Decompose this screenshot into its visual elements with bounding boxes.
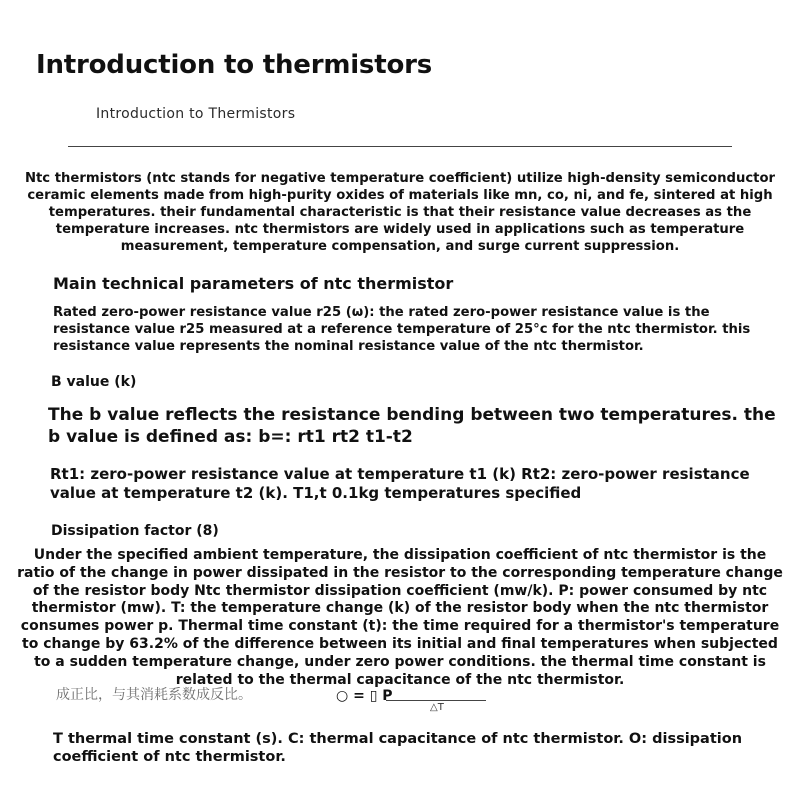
rt-definitions-paragraph: Rt1: zero-power resistance value at temperature t1 (k) Rt2: zero-power resistance value at temperature t2 (k). T1,t 0.1kg temperatures specified [50,465,750,502]
main-params-heading: Main technical parameters of ntc thermistor [53,274,454,293]
page-title: Introduction to thermistors [36,50,433,80]
formula-fraction-line [386,700,486,701]
r25-paragraph: Rated zero-power resistance value r25 (ω): the rated zero-power resistance value is the resistance value r25 measured at a reference temperature of 25°c for the ntc thermistor. this resistance value represents the nominal resistance value of the ntc thermistor. [53,305,751,354]
time-constant-paragraph: T thermal time constant (s). C: thermal capacitance of ntc thermistor. O: dissipation coefficient of ntc thermistor. [53,731,743,765]
chinese-text-fragment: 成正比，与其消耗系数成反比。 [56,687,252,703]
formula-block [56,684,496,718]
dissipation-heading: Dissipation factor (8) [51,523,219,539]
bvalue-paragraph: The b value reflects the resistance bending between two temperatures. the b value is defined as: b=: rt1 rt2 t1-t2 [48,405,776,447]
bvalue-heading: B value (k) [51,374,137,390]
page-subtitle: Introduction to Thermistors [96,106,296,122]
formula-numerator: ○ = ▯ P [336,688,393,704]
intro-paragraph: Ntc thermistors (ntc stands for negative temperature coefficient) utilize high-density semiconductor ceramic elements made from high-purity oxides of materials like mn, co, ni, and fe, sintered at high temperatures. their fundamental characteristic is that their resistance value decreases as the temperature increases. ntc thermistors are widely used in applications such as temperature measurement, temperature compensation, and surge current suppression. [24,171,776,254]
dissipation-paragraph: Under the specified ambient temperature, the dissipation coefficient of ntc thermistor is the ratio of the change in power dissipated in the resistor to the corresponding temperature change of the resistor body Ntc thermistor dissipation coefficient (mw/k). P: power consumed by ntc thermistor (mw). T: the temperature change (k) of the resistor body when the ntc thermistor consumes power p. Thermal time constant (t): the time required for a thermistor's temperature to change by 63.2% of the difference between its initial and final temperatures when subjected to a sudden temperature change, under zero power conditions. the thermal time constant is related to the thermal capacitance of the ntc thermistor. [17,547,783,688]
formula-denominator: △T [430,702,444,713]
title-divider [68,146,732,147]
